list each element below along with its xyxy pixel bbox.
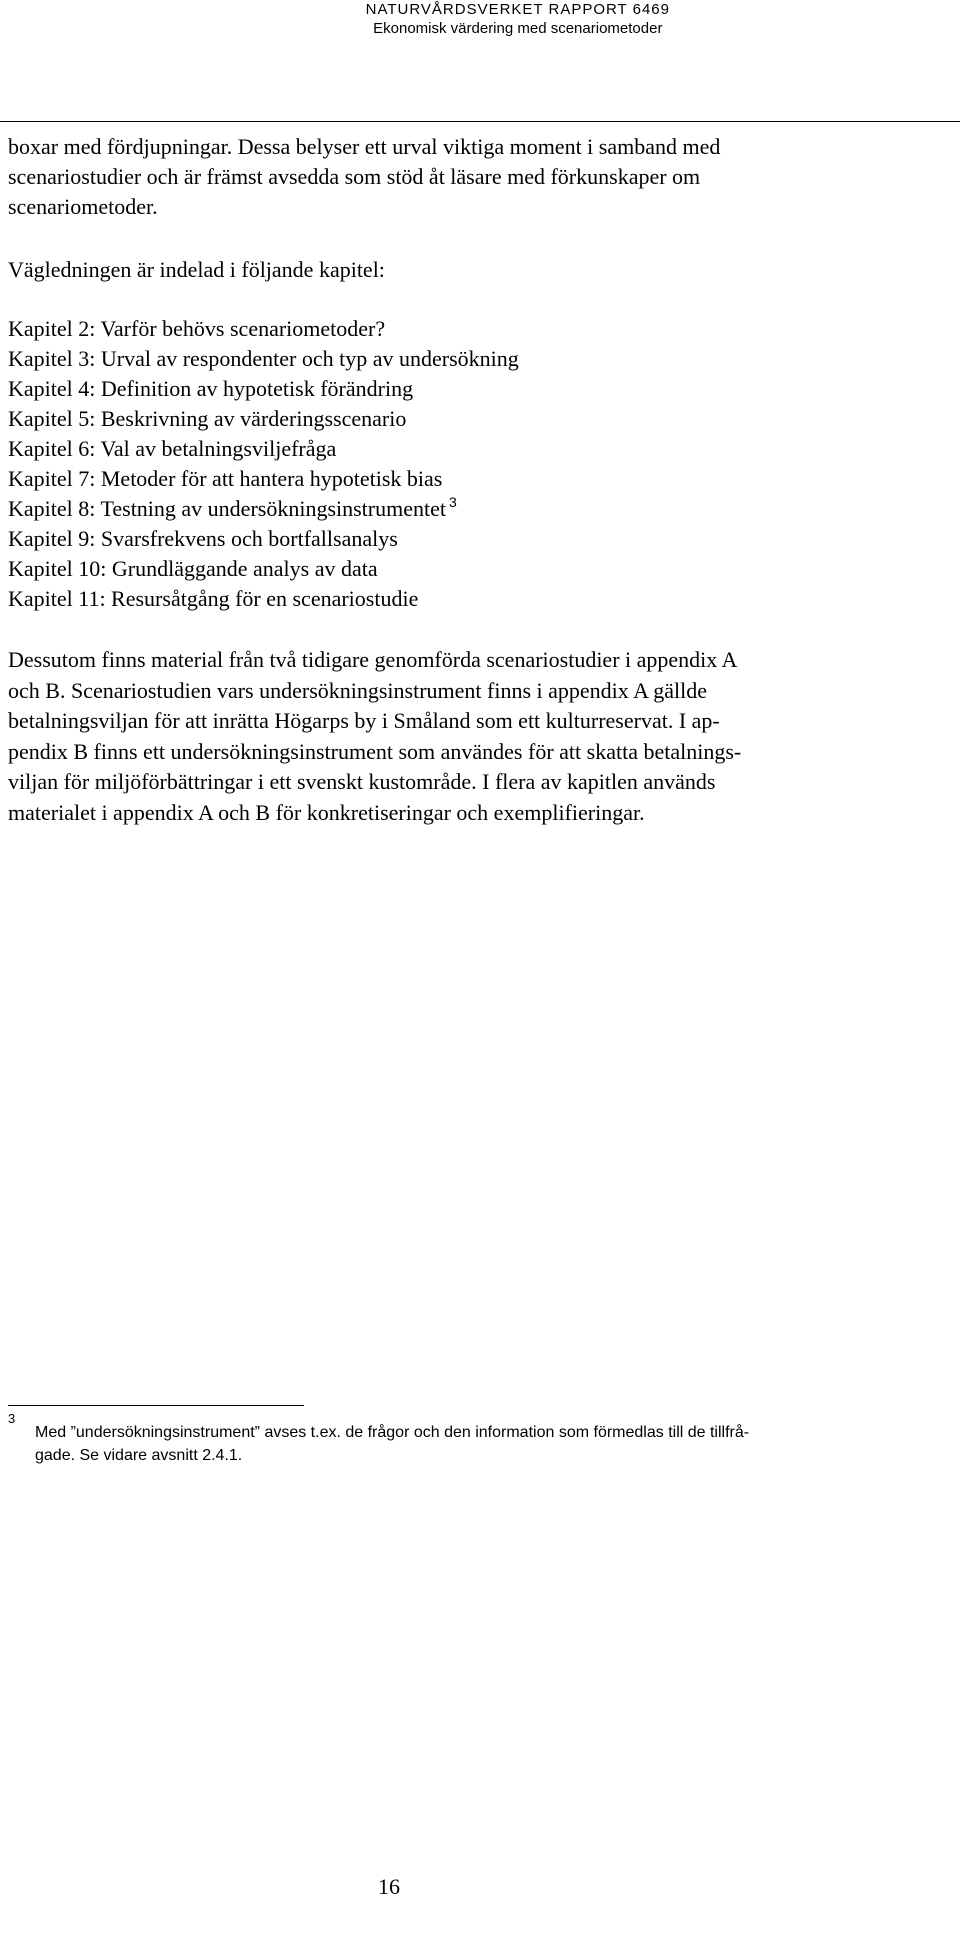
footnote-text xyxy=(35,1412,960,1467)
chapter-item xyxy=(8,494,960,524)
running-header xyxy=(366,0,670,38)
chapter-item: Kapitel 9: Svarsfrekvens och bortfallsanalys xyxy=(8,526,398,551)
chapter-item: Kapitel 6: Val av betalningsviljefråga xyxy=(8,436,337,461)
chapter-item: Kapitel 11: Resursåtgång för en scenariostudie xyxy=(8,586,419,611)
chapter-item: Kapitel 5: Beskrivning av värderingsscenario xyxy=(8,406,407,431)
footnote xyxy=(8,1412,960,1467)
chapter-item: Kapitel 3: Urval av respondenter och typ av undersökning xyxy=(8,346,519,371)
footnote-line: Med ”undersökningsinstrument” avses t.ex. de frågor och den information som förmedlas till de tillfrå- xyxy=(35,1424,750,1441)
guide-intro: Vägledningen är indelad i följande kapitel: xyxy=(8,257,385,282)
report-series: NATURVÅRDSVERKET RAPPORT 6469 xyxy=(365,1,670,18)
paragraph-line: och B. Scenariostudien vars undersökningsinstrument finns i appendix A gällde xyxy=(8,677,708,703)
appendix-paragraph xyxy=(8,645,960,828)
footnote-number: 3 xyxy=(8,1411,16,1426)
paragraph-line: boxar med fördjupningar. Dessa belyser ett urval viktiga moment i samband med xyxy=(8,134,721,159)
header-rule xyxy=(0,121,960,122)
paragraph-line: viljan för miljöförbättringar i ett svenskt kustområde. I flera av kapitlen används xyxy=(8,769,716,794)
chapter-list xyxy=(8,314,960,614)
chapter-item: Kapitel 7: Metoder för att hantera hypotetisk bias xyxy=(8,466,443,491)
page-number: 16 xyxy=(378,1874,400,1899)
footnote-rule xyxy=(8,1405,304,1406)
paragraph-line: scenariostudier och är främst avsedda som stöd åt läsare med förkunskaper om xyxy=(8,164,701,189)
footnote-line: gade. Se vidare avsnitt 2.4.1. xyxy=(35,1447,243,1464)
chapter-item: Kapitel 4: Definition av hypotetisk förändring xyxy=(8,376,414,401)
chapter-item: Kapitel 10: Grundläggande analys av data xyxy=(8,556,378,581)
footnote-reference[interactable]: 3 xyxy=(449,494,457,510)
paragraph-line: Dessutom finns material från två tidigare genomförda scenariostudier i appendix A xyxy=(8,647,738,672)
paragraph-line: scenariometoder. xyxy=(8,194,158,219)
paragraph-line: betalningsviljan för att inrätta Högarps by i Småland som ett kulturreservat. I ap- xyxy=(8,708,720,733)
intro-paragraph xyxy=(8,132,960,222)
paragraph-line: materialet i appendix A och B för konkretiseringar och exemplifieringar. xyxy=(8,799,645,825)
report-subtitle: Ekonomisk värdering med scenariometoder xyxy=(373,20,663,37)
paragraph-line: pendix B finns ett undersökningsinstrument som användes för att skatta betalnings- xyxy=(8,738,742,764)
chapter-item-label: Kapitel 8: Testning av undersökningsinstrumentet xyxy=(8,496,446,521)
chapter-item: Kapitel 2: Varför behövs scenariometoder? xyxy=(8,316,386,341)
